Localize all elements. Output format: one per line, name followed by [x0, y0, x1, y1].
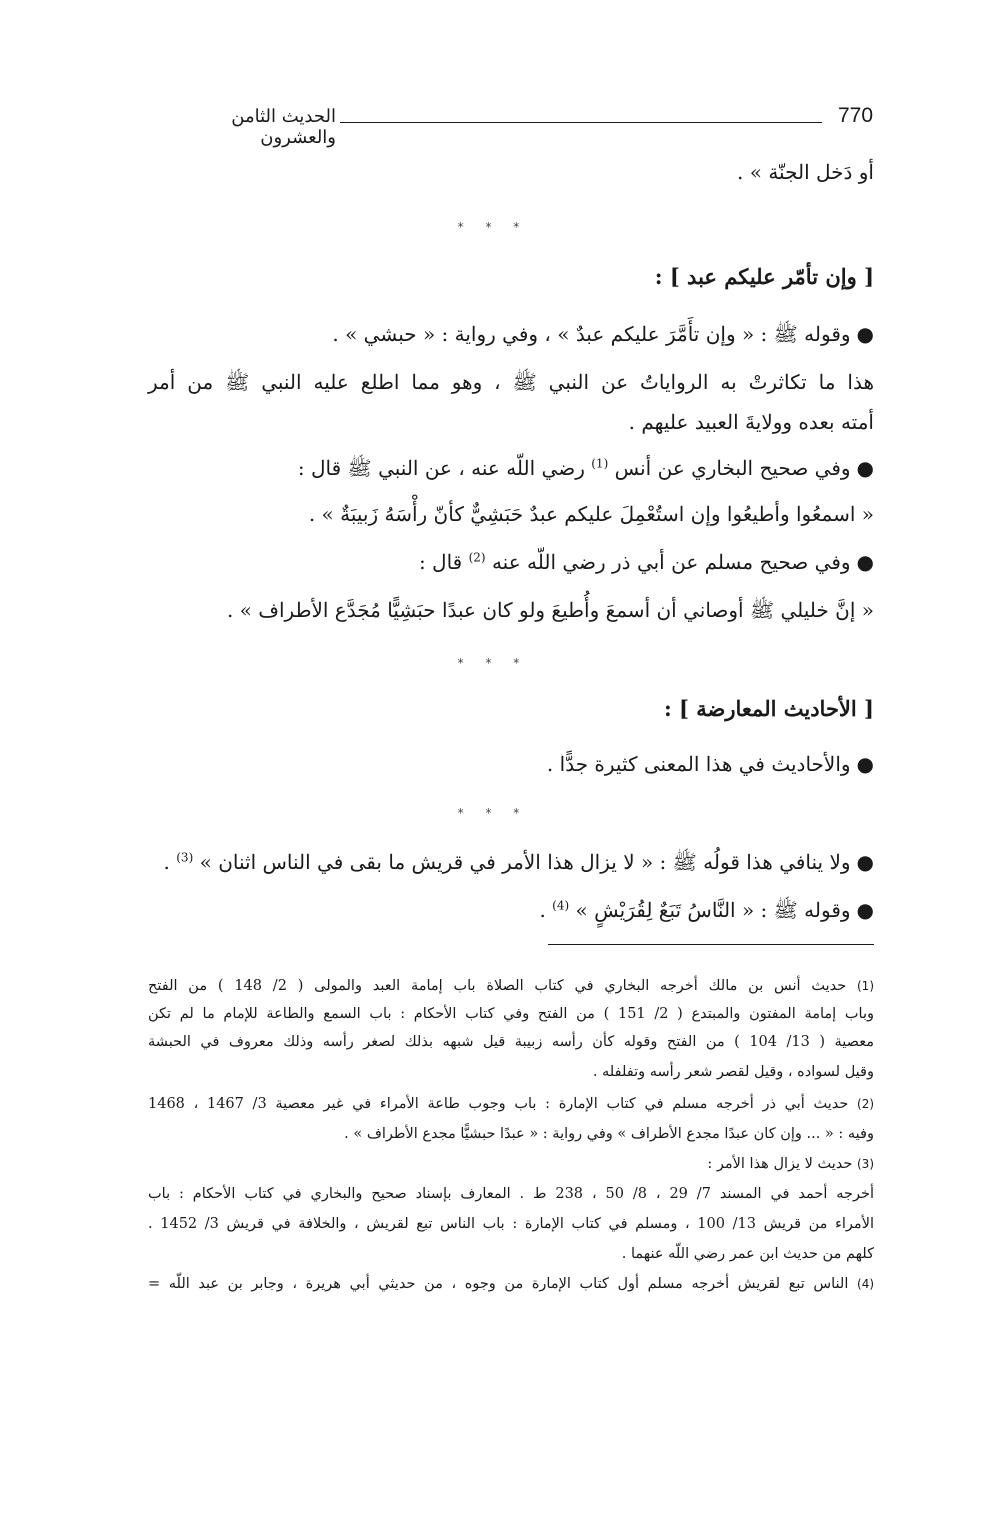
paragraph-quraysh-2 [539, 898, 874, 927]
footnote-3-line-1 [707, 1156, 874, 1172]
footnote-text: حديث أبي ذر أخرجه مسلم في كتاب الإمارة : باب وجوب طاعة الأمراء في غير معصية 3/ 1467 ، 1468 [148, 1096, 849, 1112]
paragraph-text: وفي صحيح مسلم عن أبي ذر رضي اللّه عنه [491, 550, 851, 574]
footnote-text: حديث أنس بن مالك أخرجه البخاري في كتاب الصلاة باب إمامة العبد والمولى ( 2/ 148 ) من الفتح [148, 978, 847, 994]
paragraph-narrations-line-1: هذا ما تكاثرتْ به الرواياتُ عن النبي ﷺ ، وهو مما اطلع عليه النبي ﷺ من أمر [148, 370, 874, 394]
footnote-1-line-3: معصية ( 13/ 104 ) من الفتح وقوله كأن رأسه زبيبة قيل شبهه بذلك لصغر رأسه وذلك معروف في الحبشة [148, 1034, 874, 1050]
paragraph-many-hadiths [547, 752, 874, 776]
section-separator: * * * [457, 806, 529, 820]
quote-bukhari: « اسمعُوا وأطيعُوا وإن استُعْمِلَ عليكم عبدٌ حَبَشِيٌّ كأنّ رأْسَهُ زَبيبَةٌ » . [308, 502, 874, 526]
paragraph-hadith-1 [332, 322, 874, 351]
footnote-number: (4) [857, 1277, 875, 1291]
heading-appointed-slave: [ وإن تأمّر عليكم عبد ] : [654, 264, 874, 289]
footnote-number: (1) [856, 979, 874, 993]
footnote-number: (3) [856, 1157, 874, 1171]
footnote-ref-4[interactable]: (4) [552, 898, 570, 913]
footnote-1-line-1 [148, 978, 874, 994]
heading-opposing-hadiths: [ الأحاديث المعارضة ] : [663, 696, 874, 721]
footnote-3-line-3: الأمراء من قريش 13/ 100 ، ومسلم في كتاب الإمارة : باب الناس تبع لقريش ، والخلافة في قريش 3/ 1452 . [148, 1216, 874, 1232]
footnote-1-line-4: وقيل لسواده ، وقيل لقصر شعر رأسه وتفلفله . [592, 1064, 874, 1080]
footnote-text: الناس تبع لقريش أخرجه مسلم أول كتاب الإمارة من وجوه ، من حديثي أبي هريرة ، وجابر بن عبد اللّه = [148, 1276, 849, 1292]
paragraph-muslim [419, 550, 874, 574]
bullet-marker: ● [856, 850, 874, 874]
footnote-separator [548, 944, 874, 945]
footnote-text: حديث لا يزال هذا الأمر : [707, 1156, 853, 1172]
paragraph-text: وقوله ﷺ : « وإن تأَمَّرَ عليكم عبدٌ » ، وفي رواية : « حبشي » . [332, 322, 851, 346]
footnote-2-line-2: وفيه : « ... وإن كان عبدًا مجدع الأطراف » وفي رواية : « عبدًا حبشيًّا مجدع الأطراف » . [344, 1126, 874, 1142]
paragraph-text: . [539, 898, 546, 922]
body-line-continuation: أو دَخل الجنّة » . [737, 160, 874, 184]
header-rule [340, 122, 822, 123]
footnote-3-line-2: أخرجه أحمد في المسند 7/ 29 ، 8/ 50 ، 238 ط . المعارف بإسناد صحيح والبخاري في كتاب الأحكام : باب [148, 1186, 874, 1202]
paragraph-text: وفي صحيح البخاري عن أنس [614, 456, 851, 480]
paragraph-text: . [163, 850, 170, 874]
footnote-ref-1[interactable]: (1) [591, 456, 609, 471]
paragraph-text: قال : [418, 550, 463, 574]
paragraph-quraysh-1 [164, 850, 874, 879]
page-number: 770 [838, 104, 874, 127]
bullet-marker: ● [856, 550, 874, 574]
bullet-marker: ● [856, 752, 874, 776]
quote-muslim: « إنَّ خليلي ﷺ أوصاني أن أسمعَ وأُطيعَ ولو كان عبدًا حبَشِيًّا مُجَدَّع الأطراف » . [226, 598, 874, 622]
footnote-1-line-2: وباب إمامة المفتون والمبتدع ( 2/ 151 ) من الفتح وفي كتاب الأحكام : باب السمع والطاعة للإمام ما لم تكن [148, 1006, 875, 1022]
section-separator: * * * [457, 220, 529, 234]
paragraph-text: رضي اللّه عنه ، عن النبي ﷺ قال : [297, 456, 585, 480]
footnote-3-line-4: كلهم من حديث ابن عمر رضي اللّه عنهما . [621, 1246, 874, 1262]
section-separator: * * * [457, 656, 529, 670]
paragraph-narrations-line-2: أمته بعده وولايةَ العبيد عليهم . [628, 410, 874, 434]
footnote-number: (2) [857, 1097, 875, 1111]
bullet-marker: ● [856, 898, 874, 922]
paragraph-text: ولا ينافي هذا قولُه ﷺ : « لا يزال هذا الأمر في قريش ما بقى في الناس اثنان » [199, 850, 851, 874]
running-title: الحديث الثامن والعشرون [231, 106, 336, 148]
footnote-ref-2[interactable]: (2) [468, 550, 486, 565]
paragraph-text: وقوله ﷺ : « النَّاسُ تَبَعٌ لِقُرَيْشٍ » [575, 898, 851, 922]
paragraph-text: والأحاديث في هذا المعنى كثيرة جدًّا . [546, 752, 851, 776]
paragraph-bukhari [298, 456, 874, 485]
footnote-2-line-1 [148, 1096, 874, 1112]
footnote-ref-3[interactable]: (3) [176, 850, 194, 865]
footnote-4-line-1 [148, 1276, 874, 1292]
bullet-marker: ● [856, 322, 874, 346]
bullet-marker: ● [856, 456, 874, 480]
